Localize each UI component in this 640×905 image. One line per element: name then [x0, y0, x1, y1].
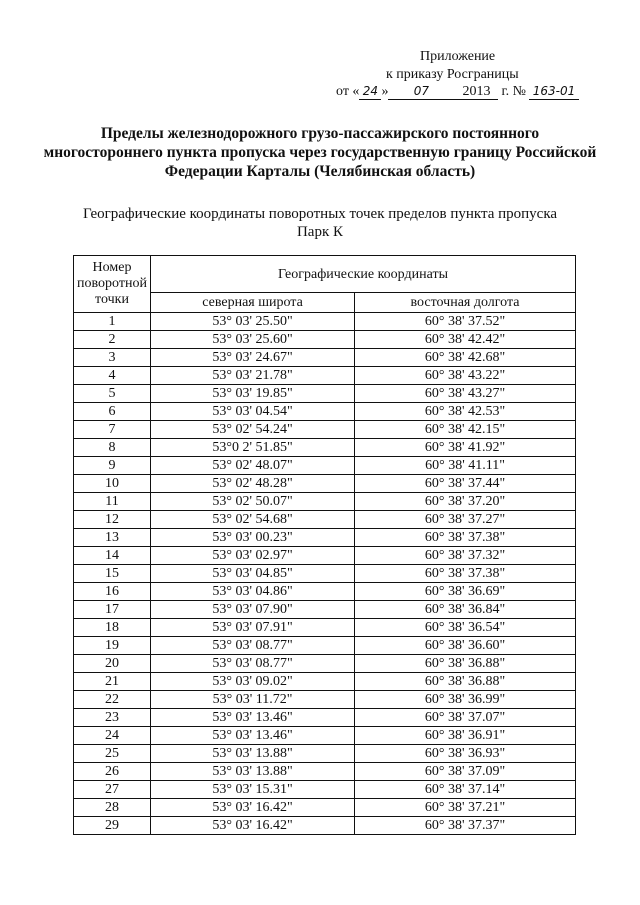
- point-number-cell: 6: [74, 403, 151, 421]
- point-number-cell: 16: [74, 583, 151, 601]
- longitude-cell: 60° 38' 37.20": [355, 493, 576, 511]
- longitude-cell: 60° 38' 43.22": [355, 367, 576, 385]
- table-row: [74, 601, 576, 619]
- point-number-cell: 2: [74, 331, 151, 349]
- longitude-cell: 60° 38' 36.60": [355, 637, 576, 655]
- longitude-cell: 60° 38' 37.38": [355, 565, 576, 583]
- latitude-cell: 53°0 2' 51.85": [151, 439, 355, 457]
- appendix-title: Приложение: [420, 49, 496, 64]
- latitude-cell: 53° 03' 25.60": [151, 331, 355, 349]
- document-subtitle: [40, 205, 600, 241]
- header-longitude: восточная долгота: [355, 293, 576, 313]
- longitude-cell: 60° 38' 37.21": [355, 799, 576, 817]
- latitude-cell: 53° 02' 48.28": [151, 475, 355, 493]
- point-number-cell: 14: [74, 547, 151, 565]
- latitude-cell: 53° 03' 07.91": [151, 619, 355, 637]
- header-latitude: северная широта: [151, 293, 355, 313]
- point-number-cell: 18: [74, 619, 151, 637]
- point-number-cell: 19: [74, 637, 151, 655]
- point-number-cell: 27: [74, 781, 151, 799]
- latitude-cell: 53° 03' 02.97": [151, 547, 355, 565]
- latitude-cell: 53° 03' 11.72": [151, 691, 355, 709]
- latitude-cell: 53° 03' 04.85": [151, 565, 355, 583]
- point-number-cell: 23: [74, 709, 151, 727]
- table-row: [74, 655, 576, 673]
- table-row: [74, 691, 576, 709]
- latitude-cell: 53° 03' 13.46": [151, 727, 355, 745]
- latitude-cell: 53° 02' 54.24": [151, 421, 355, 439]
- longitude-cell: 60° 38' 42.42": [355, 331, 576, 349]
- table-row: [74, 367, 576, 385]
- point-number-cell: 26: [74, 763, 151, 781]
- table-row: [74, 475, 576, 493]
- date-prefix: от «: [336, 84, 360, 99]
- point-number-cell: 15: [74, 565, 151, 583]
- point-number-cell: 25: [74, 745, 151, 763]
- order-number: 163-01: [529, 84, 579, 100]
- table-row: [74, 403, 576, 421]
- table-row: [74, 763, 576, 781]
- date-year: 2013: [454, 84, 498, 100]
- table-body: [74, 313, 576, 835]
- longitude-cell: 60° 38' 36.54": [355, 619, 576, 637]
- longitude-cell: 60° 38' 37.44": [355, 475, 576, 493]
- table-row: [74, 313, 576, 331]
- table-row: [74, 511, 576, 529]
- table-row: [74, 457, 576, 475]
- table-row: [74, 493, 576, 511]
- latitude-cell: 53° 03' 07.90": [151, 601, 355, 619]
- table-row: [74, 673, 576, 691]
- longitude-cell: 60° 38' 42.53": [355, 403, 576, 421]
- longitude-cell: 60° 38' 36.84": [355, 601, 576, 619]
- table-row: [74, 349, 576, 367]
- point-number-cell: 13: [74, 529, 151, 547]
- point-number-cell: 4: [74, 367, 151, 385]
- point-number-cell: 11: [74, 493, 151, 511]
- latitude-cell: 53° 02' 48.07": [151, 457, 355, 475]
- latitude-cell: 53° 03' 13.46": [151, 709, 355, 727]
- table-row: [74, 799, 576, 817]
- latitude-cell: 53° 03' 00.23": [151, 529, 355, 547]
- latitude-cell: 53° 03' 13.88": [151, 745, 355, 763]
- latitude-cell: 53° 02' 50.07": [151, 493, 355, 511]
- latitude-cell: 53° 03' 21.78": [151, 367, 355, 385]
- longitude-cell: 60° 38' 42.15": [355, 421, 576, 439]
- date-day: 24: [359, 84, 381, 100]
- header-point-number: Номер поворотной точки: [74, 256, 151, 313]
- longitude-cell: 60° 38' 37.09": [355, 763, 576, 781]
- table-row: [74, 547, 576, 565]
- longitude-cell: 60° 38' 37.14": [355, 781, 576, 799]
- point-number-cell: 29: [74, 817, 151, 835]
- document-title: Пределы железнодорожного грузо-пассажирского постоянного многостороннего пункта пропуска через государственную границу Российской Федерации Карталы (Челябинская область): [43, 125, 597, 180]
- table-row: [74, 745, 576, 763]
- header-coordinates: Географические координаты: [151, 256, 576, 293]
- appendix-order-line: к приказу Росграницы: [386, 67, 519, 82]
- longitude-cell: 60° 38' 37.37": [355, 817, 576, 835]
- point-number-cell: 3: [74, 349, 151, 367]
- table-row: [74, 583, 576, 601]
- point-number-cell: 10: [74, 475, 151, 493]
- longitude-cell: 60° 38' 36.91": [355, 727, 576, 745]
- park-label: Парк К: [296, 224, 344, 240]
- table-row: [74, 421, 576, 439]
- longitude-cell: 60° 38' 37.38": [355, 529, 576, 547]
- longitude-cell: 60° 38' 41.92": [355, 439, 576, 457]
- latitude-cell: 53° 03' 08.77": [151, 655, 355, 673]
- longitude-cell: 60° 38' 37.07": [355, 709, 576, 727]
- point-number-cell: 22: [74, 691, 151, 709]
- longitude-cell: 60° 38' 36.93": [355, 745, 576, 763]
- point-number-cell: 1: [74, 313, 151, 331]
- latitude-cell: 53° 03' 04.86": [151, 583, 355, 601]
- latitude-cell: 53° 03' 19.85": [151, 385, 355, 403]
- point-number-cell: 9: [74, 457, 151, 475]
- point-number-cell: 20: [74, 655, 151, 673]
- date-day-close: »: [381, 84, 389, 99]
- point-number-cell: 7: [74, 421, 151, 439]
- latitude-cell: 53° 02' 54.68": [151, 511, 355, 529]
- latitude-cell: 53° 03' 15.31": [151, 781, 355, 799]
- table-row: [74, 331, 576, 349]
- table-row: [74, 709, 576, 727]
- point-number-cell: 8: [74, 439, 151, 457]
- longitude-cell: 60° 38' 36.69": [355, 583, 576, 601]
- table-row: [74, 385, 576, 403]
- latitude-cell: 53° 03' 25.50": [151, 313, 355, 331]
- point-number-cell: 12: [74, 511, 151, 529]
- table-row: [74, 529, 576, 547]
- subtitle-line: Географические координаты поворотных точек пределов пункта пропуска: [82, 206, 558, 222]
- longitude-cell: 60° 38' 36.88": [355, 673, 576, 691]
- longitude-cell: 60° 38' 43.27": [355, 385, 576, 403]
- point-number-cell: 24: [74, 727, 151, 745]
- table-row: [74, 619, 576, 637]
- point-number-cell: 21: [74, 673, 151, 691]
- longitude-cell: 60° 38' 41.11": [355, 457, 576, 475]
- latitude-cell: 53° 03' 16.42": [151, 817, 355, 835]
- table-row: [74, 727, 576, 745]
- latitude-cell: 53° 03' 04.54": [151, 403, 355, 421]
- longitude-cell: 60° 38' 37.27": [355, 511, 576, 529]
- appendix-date-line: [336, 84, 636, 100]
- longitude-cell: 60° 38' 37.32": [355, 547, 576, 565]
- table-row: [74, 817, 576, 835]
- longitude-cell: 60° 38' 36.88": [355, 655, 576, 673]
- date-month: 07: [388, 84, 454, 100]
- latitude-cell: 53° 03' 16.42": [151, 799, 355, 817]
- longitude-cell: 60° 38' 36.99": [355, 691, 576, 709]
- point-number-cell: 5: [74, 385, 151, 403]
- table-row: [74, 637, 576, 655]
- latitude-cell: 53° 03' 13.88": [151, 763, 355, 781]
- longitude-cell: 60° 38' 37.52": [355, 313, 576, 331]
- table-row: [74, 781, 576, 799]
- table-row: [74, 565, 576, 583]
- latitude-cell: 53° 03' 08.77": [151, 637, 355, 655]
- latitude-cell: 53° 03' 09.02": [151, 673, 355, 691]
- table-row: [74, 439, 576, 457]
- point-number-cell: 17: [74, 601, 151, 619]
- longitude-cell: 60° 38' 42.68": [355, 349, 576, 367]
- date-number-label: г. №: [501, 84, 526, 99]
- point-number-cell: 28: [74, 799, 151, 817]
- latitude-cell: 53° 03' 24.67": [151, 349, 355, 367]
- coordinates-table: [73, 255, 576, 835]
